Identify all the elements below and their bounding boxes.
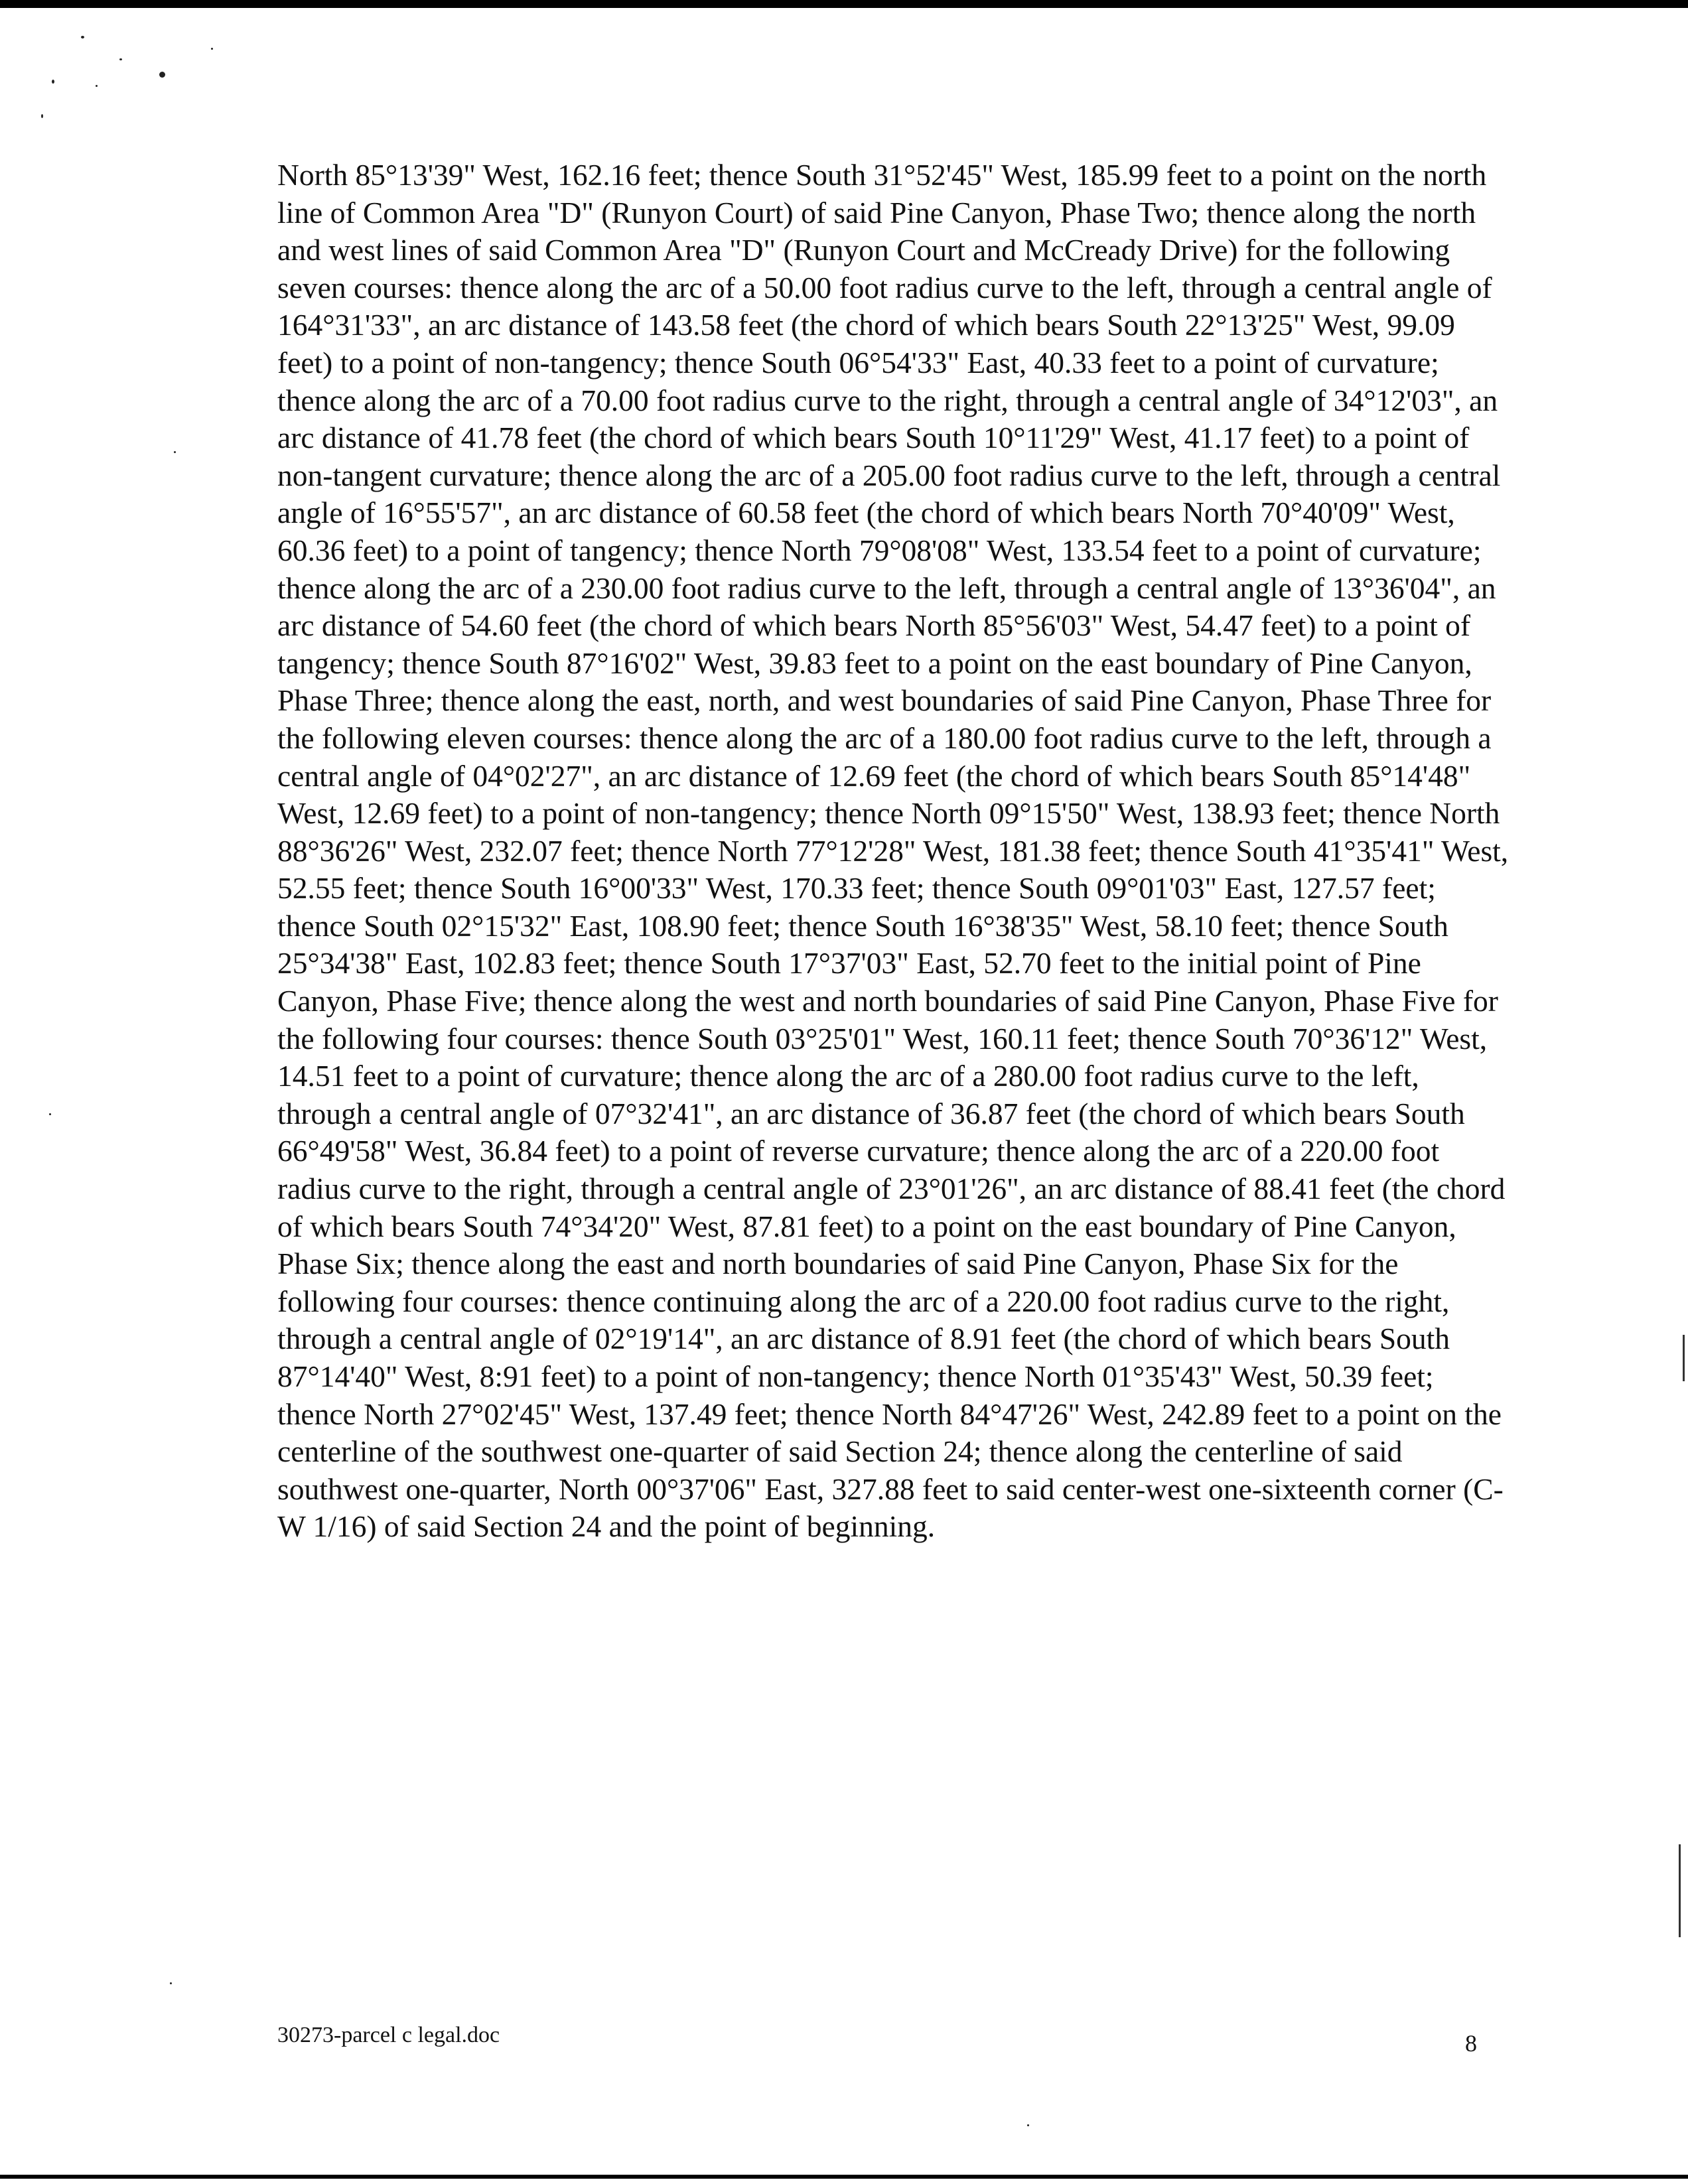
scan-speck [1027,2124,1029,2126]
footer-filename: 30273-parcel c legal.doc [277,2023,500,2047]
scan-speck [159,72,165,78]
scan-speck [52,80,54,84]
scan-speck [211,48,213,50]
scan-speck [119,58,122,60]
legal-description-text: North 85°13'39" West, 162.16 feet; thence South 31°52'45" West, 185.99 feet to a point on the north line of Common Area "D" (Runyon Court) of said Pine Canyon, Phase Two; thence along the north and west lines of said Common Area "D" (Runyon Court and McCready Drive) for the following seven courses: thence along the arc of a 50.00 foot radius curve to the left, through a central angle of 164°31'33", an arc distance of 143.58 feet (the chord of which bears South 22°13'25" West, 99.09 feet) to a point of non-tangency; thence South 06°54'33" East, 40.33 feet to a point of curvature; thence along the arc of a 70.00 foot radius curve to the right, through a central angle of 34°12'03", an arc distance of 41.78 feet (the chord of which bears South 10°11'29" West, 41.17 feet) to a point of non-tangent curvature; thence along the arc of a 205.00 foot radius curve to the left, through a central angle of 16°55'57", an arc distance of 60.58 feet (the chord of which bears North 70°40'09" West, 60.36 feet) to a point of tangency; thence North 79°08'08" West, 133.54 feet to a point of curvature; thence along the arc of a 230.00 foot radius curve to the left, through a central angle of 13°36'04", an arc distance of 54.60 feet (the chord of which bears North 85°56'03" West, 54.47 feet) to a point of tangency; thence South 87°16'02" West, 39.83 feet to a point on the east boundary of Pine Canyon, Phase Three; thence along the east, north, and west boundaries of said Pine Canyon, Phase Three for the following eleven courses: thence along the arc of a 180.00 foot radius curve to the left, through a central angle of 04°02'27", an arc distance of 12.69 feet (the chord of which bears South 85°14'48" West, 12.69 feet) to a point of non-tangency; thence North 09°15'50" West, 138.93 feet; thence North 88°36'26" West, 232.07 feet; thence North 77°12'28" West, 181.38 feet; thence South 41°35'41" West, 52.55 feet; thence South 16°00'33" West, 170.33 feet; thence South 09°01'03" East, 127.57 feet; thence South 02°15'32" East, 108.90 feet; thence South 16°38'35" West, 58.10 feet; thence South 25°34'38" East, 102.83 feet; thence South 17°37'03" East, 52.70 feet to the initial point of Pine Canyon, Phase Five; thence along the west and north boundaries of said Pine Canyon, Phase Five for the following four courses: thence South 03°25'01" West, 160.11 feet; thence South 70°36'12" West, 14.51 feet to a point of curvature; thence along the arc of a 280.00 foot radius curve to the left, through a central angle of 07°32'41", an arc distance of 36.87 feet (the chord of which bears South 66°49'58" West, 36.84 feet) to a point of reverse curvature; thence along the arc of a 220.00 foot radius curve to the right, through a central angle of 23°01'26", an arc distance of 88.41 feet (the chord of which bears South 74°34'20" West, 87.81 feet) to a point on the east boundary of Pine Canyon, Phase Six; thence along the east and north boundaries of said Pine Canyon, Phase Six for the following four courses: thence continuing along the arc of a 220.00 foot radius curve to the right, through a central angle of 02°19'14", an arc distance of 8.91 feet (the chord of which bears South 87°14'40" West, 8:91 feet) to a point of non-tangency; thence North 01°35'43" West, 50.39 feet; thence North 27°02'45" West, 137.49 feet; thence North 84°47'26" West, 242.89 feet to a point on the centerline of the southwest one-quarter of said Section 24; thence along the centerline of said southwest one-quarter, North 00°37'06" East, 327.88 feet to said center-west one-sixteenth corner (C-W 1/16) of said Section 24 and the point of beginning. [277,158,1509,1544]
scan-speck [170,1982,172,1984]
scan-speck [81,36,84,38]
scan-speck [174,451,176,453]
scan-edge-mark [1683,1335,1685,1381]
scan-edge-mark [1679,1844,1681,1937]
scan-speck [49,1113,51,1115]
scan-speck [96,85,98,87]
scan-bottom-border [0,2175,1688,2179]
scan-speck [41,114,43,118]
page-number: 8 [1465,2030,1477,2057]
scan-top-border [0,0,1688,8]
